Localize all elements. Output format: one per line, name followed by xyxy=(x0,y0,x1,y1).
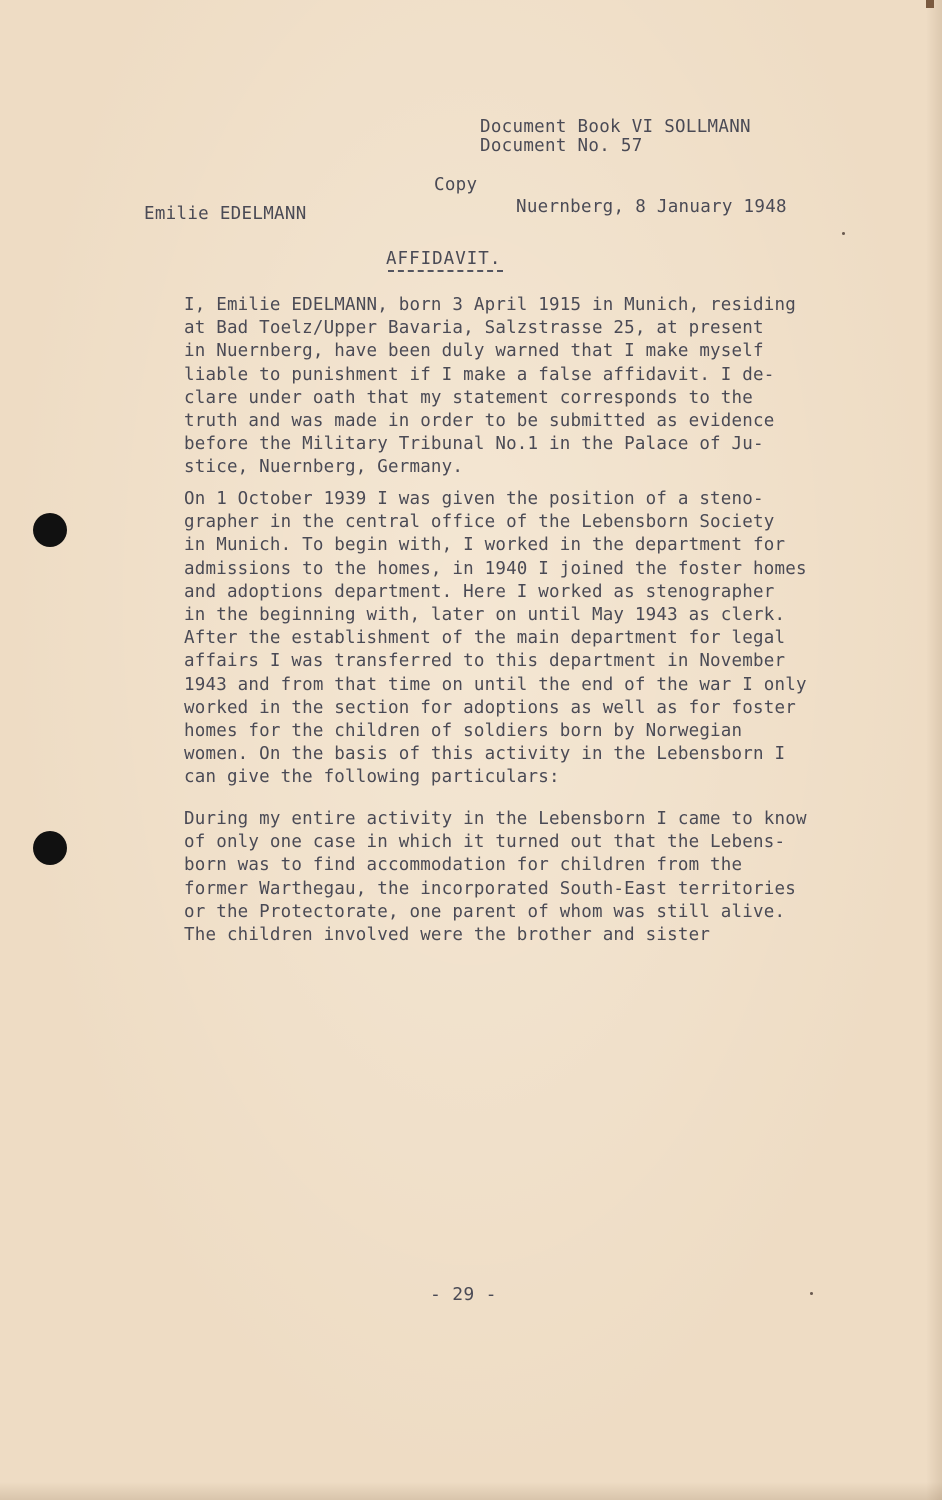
page-edge-shadow xyxy=(926,0,942,1500)
text-line: 1943 and from that time on until the end of the war I only xyxy=(184,674,807,695)
copy-label: Copy xyxy=(434,175,478,195)
place-date: Nuernberg, 8 January 1948 xyxy=(516,197,787,217)
text-line: born was to find accommodation for children from the xyxy=(184,855,743,876)
paragraph-employment xyxy=(184,488,864,790)
text-line: or the Protectorate, one parent of whom was still alive. xyxy=(184,901,786,922)
text-line: of only one case in which it turned out that the Lebens- xyxy=(184,832,786,853)
paragraph-oath xyxy=(184,294,864,480)
page-number: - 29 - xyxy=(430,1284,497,1305)
text-line: grapher in the central office of the Lebensborn Society xyxy=(184,512,775,533)
title-underline xyxy=(388,270,503,272)
text-line: I, Emilie EDELMANN, born 3 April 1915 in Munich, residing xyxy=(184,295,796,315)
text-line: in Munich. To begin with, I worked in the department for xyxy=(184,535,786,556)
text-line: After the establishment of the main department for legal xyxy=(184,628,786,649)
punch-hole-icon xyxy=(33,831,67,865)
text-line: in the beginning with, later on until May 1943 as clerk. xyxy=(184,605,786,626)
corner-mark xyxy=(926,0,934,8)
document-title: AFFIDAVIT. xyxy=(386,249,502,269)
paper-speck xyxy=(810,1292,813,1295)
text-line: stice, Nuernberg, Germany. xyxy=(184,457,464,478)
text-line: On 1 October 1939 I was given the position of a steno- xyxy=(184,489,764,509)
text-line: before the Military Tribunal No.1 in the Palace of Ju- xyxy=(184,434,764,455)
paragraph-case xyxy=(184,808,864,947)
document-reference xyxy=(480,118,751,156)
text-line: The children involved were the brother and sister xyxy=(184,925,711,946)
text-line: former Warthegau, the incorporated South-East territories xyxy=(184,878,796,899)
affiant-name: Emilie EDELMANN xyxy=(144,204,307,224)
page-bottom-shadow xyxy=(0,1482,942,1500)
text-line: truth and was made in order to be submitted as evidence xyxy=(184,411,775,432)
text-line: women. On the basis of this activity in the Lebensborn I xyxy=(184,744,786,765)
text-line: can give the following particulars: xyxy=(184,767,560,788)
document-number-line: Document No. 57 xyxy=(480,136,643,156)
document-book-line: Document Book VI SOLLMANN xyxy=(480,117,751,137)
text-line: worked in the section for adoptions as well as for foster xyxy=(184,697,796,718)
text-line: and adoptions department. Here I worked as stenographer xyxy=(184,581,775,602)
text-line: homes for the children of soldiers born by Norwegian xyxy=(184,721,743,742)
punch-hole-icon xyxy=(33,513,67,547)
text-line: at Bad Toelz/Upper Bavaria, Salzstrasse 25, at present xyxy=(184,318,764,339)
text-line: affairs I was transferred to this department in November xyxy=(184,651,786,672)
paper-speck xyxy=(842,232,845,235)
text-line: liable to punishment if I make a false affidavit. I de- xyxy=(184,364,775,385)
text-line: in Nuernberg, have been duly warned that I make myself xyxy=(184,341,764,362)
text-line: clare under oath that my statement corresponds to the xyxy=(184,387,754,408)
text-line: admissions to the homes, in 1940 I joined the foster homes xyxy=(184,558,807,579)
text-line: During my entire activity in the Lebensborn I came to know xyxy=(184,809,807,829)
